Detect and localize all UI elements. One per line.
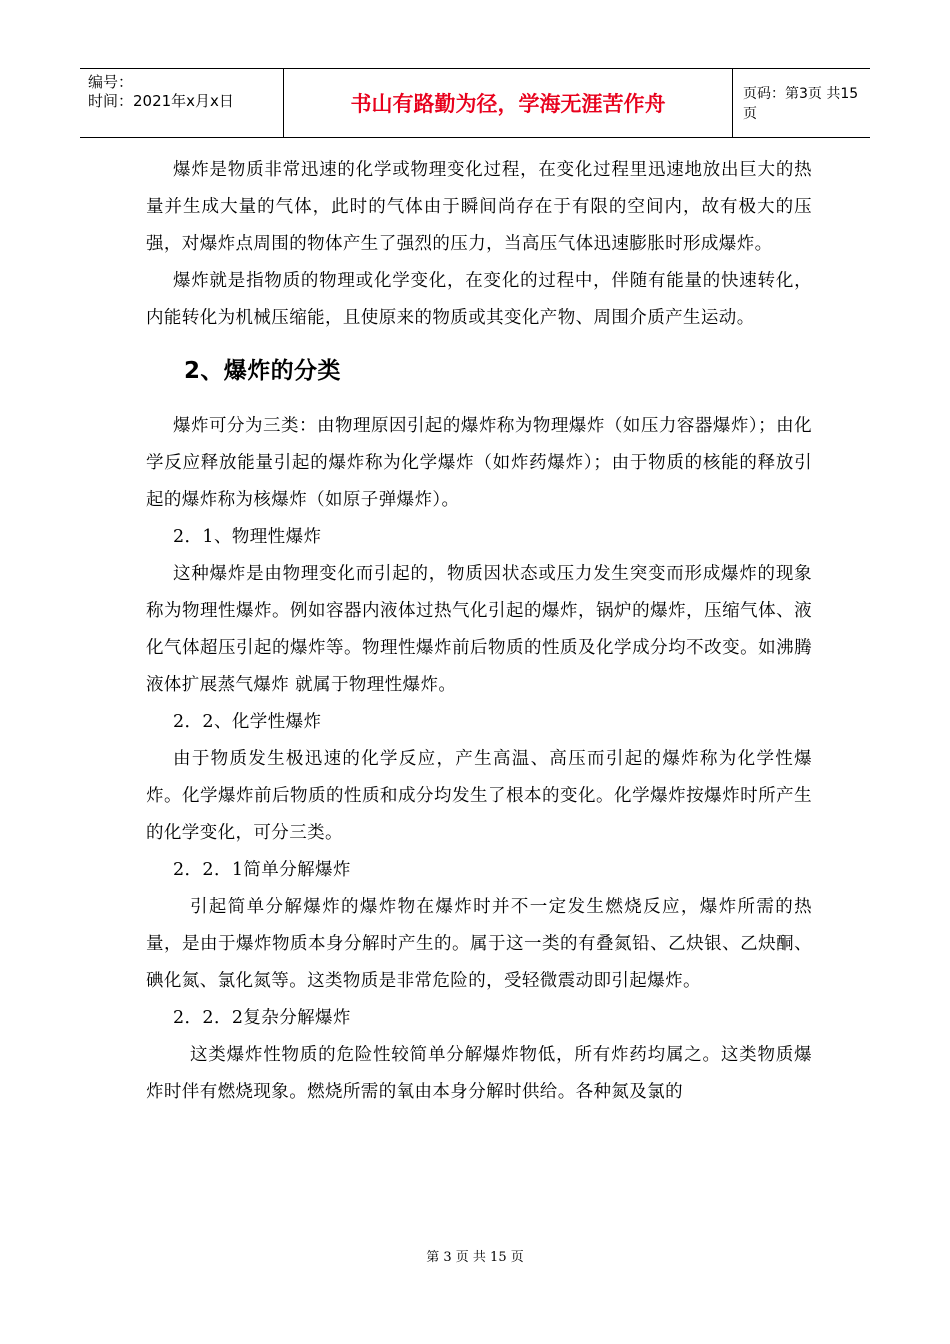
paragraph-physical: 这种爆炸是由物理变化而引起的，物质因状态或压力发生突变而形成爆炸的现象称为物理性爆炸。例如容器内液体过热气化引起的爆炸，锅炉的爆炸，压缩气体、液化气体超压引起的爆炸等。物理性爆炸前后物质的性质及化学成分均不改变。如沸腾液体扩展蒸气爆炸 就属于物理性爆炸。 <box>146 564 812 695</box>
subsection-heading-simple: 2．2．1简单分解爆炸 <box>173 860 351 880</box>
header-page-label: 页码：第3页 共15页 <box>743 86 859 122</box>
paragraph-simple: 引起简单分解爆炸的爆炸物在爆炸时并不一定发生燃烧反应，爆炸所需的热量，是由于爆炸物质本身分解时产生的。属于这一类的有叠氮铅、乙炔银、乙炔酮、碘化氮、氯化氮等。这类物质是非常危险的，受轻微震动即引起爆炸。 <box>146 897 812 991</box>
subsection-heading-complex: 2．2．2复杂分解爆炸 <box>173 1008 351 1028</box>
paragraph-chemical: 由于物质发生极迅速的化学反应，产生高温、高压而引起的爆炸称为化学性爆炸。化学爆炸前后物质的性质和成分均发生了根本的变化。化学爆炸按爆炸时所产生的化学变化，可分三类。 <box>146 749 812 843</box>
page-header <box>80 68 870 138</box>
paragraph-classification: 爆炸可分为三类：由物理原因引起的爆炸称为物理爆炸（如压力容器爆炸）；由化学反应释放能量引起的爆炸称为化学爆炸（如炸药爆炸）；由于物质的核能的释放引起的爆炸称为核爆炸（如原子弹爆炸）。 <box>146 416 812 510</box>
page-footer: 第 3 页 共 15 页 <box>426 1250 524 1265</box>
paragraph-definition-2: 爆炸就是指物质的物理或化学变化，在变化的过程中，伴随有能量的快速转化，内能转化为机械压缩能，且使原来的物质或其变化产物、周围介质产生运动。 <box>146 271 812 328</box>
document-body <box>146 152 812 1111</box>
header-meta <box>80 69 283 137</box>
header-motto: 书山有路勤为径，学海无涯苦作舟 <box>283 69 733 137</box>
paragraph-complex: 这类爆炸性物质的危险性较简单分解爆炸物低，所有炸药均属之。这类物质爆炸时伴有燃烧现象。燃烧所需的氧由本身分解时供给。各种氮及氯的 <box>146 1045 812 1102</box>
subsection-heading-chemical: 2．2、化学性爆炸 <box>173 712 322 732</box>
paragraph-definition: 爆炸是物质非常迅速的化学或物理变化过程，在变化过程里迅速地放出巨大的热量并生成大量的气体，此时的气体由于瞬间尚存在于有限的空间内，故有极大的压强，对爆炸点周围的物体产生了强烈的压力，当高压气体迅速膨胀时形成爆炸。 <box>146 160 812 254</box>
document-time-label: 时间：2021年x月x日 <box>88 92 234 110</box>
section-heading: 2、爆炸的分类 <box>184 358 341 384</box>
subsection-heading-physical: 2．1、物理性爆炸 <box>173 527 322 547</box>
document-number-label: 编号： <box>88 73 134 91</box>
